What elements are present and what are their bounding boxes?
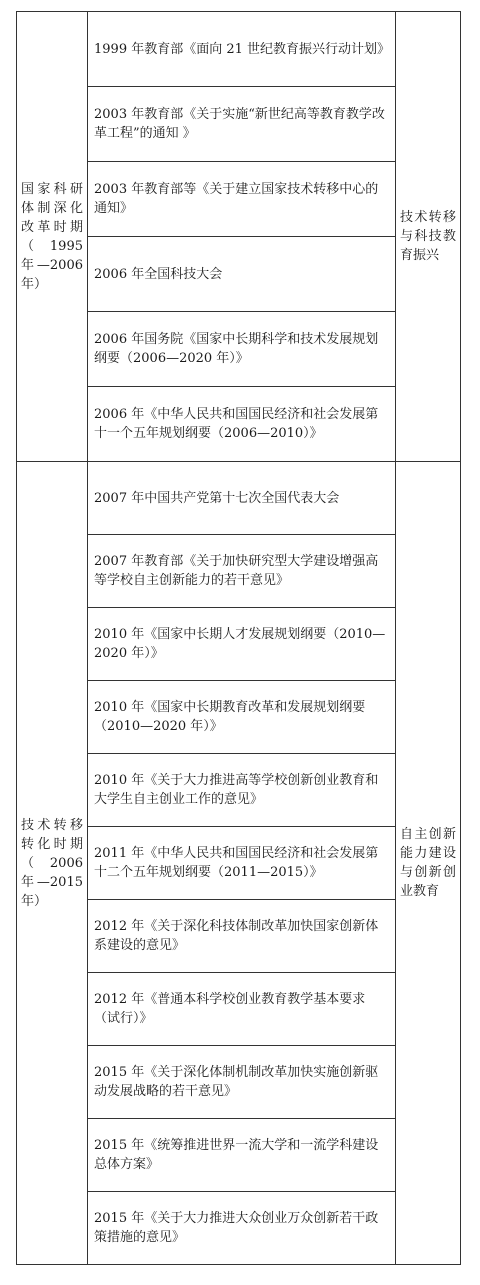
theme-cell: 自主创新能力建设与创新创业教育 — [396, 462, 461, 1265]
policy-cell: 2015 年《关于深化体制机制改革加快实施创新驱动发展战略的若干意见》 — [88, 1046, 396, 1119]
policy-cell: 1999 年教育部《面向 21 世纪教育振兴行动计划》 — [88, 12, 396, 87]
policy-table — [16, 11, 461, 1265]
policy-cell: 2006 年《中华人民共和国国民经济和社会发展第十一个五年规划纲要（2006—2010）》 — [88, 387, 396, 462]
policy-cell: 2003 年教育部等《关于建立国家技术转移中心的通知》 — [88, 162, 396, 237]
policy-cell: 2007 年教育部《关于加快研究型大学建设增强高等学校自主创新能力的若干意见》 — [88, 535, 396, 608]
table-row — [17, 12, 461, 87]
policy-cell: 2006 年国务院《国家中长期科学和技术发展规划纲要（2006—2020 年）》 — [88, 312, 396, 387]
policy-cell: 2006 年全国科技大会 — [88, 237, 396, 312]
theme-cell: 技术转移与科技教育振兴 — [396, 12, 461, 462]
table-row — [17, 462, 461, 535]
policy-cell: 2010 年《国家中长期人才发展规划纲要（2010—2020 年）》 — [88, 608, 396, 681]
policy-cell: 2010 年《国家中长期教育改革和发展规划纲要（2010—2020 年）》 — [88, 681, 396, 754]
policy-cell: 2015 年《统筹推进世界一流大学和一流学科建设总体方案》 — [88, 1119, 396, 1192]
period-cell: 国家科研体制深化改革时期（1995 年—2006 年） — [17, 12, 88, 462]
policy-cell: 2007 年中国共产党第十七次全国代表大会 — [88, 462, 396, 535]
policy-cell: 2011 年《中华人民共和国国民经济和社会发展第十二个五年规划纲要（2011—2015）》 — [88, 827, 396, 900]
policy-cell: 2012 年《关于深化科技体制改革加快国家创新体系建设的意见》 — [88, 900, 396, 973]
policy-cell: 2003 年教育部《关于实施“新世纪高等教育教学改革工程”的通知 》 — [88, 87, 396, 162]
policy-cell: 2010 年《关于大力推进高等学校创新创业教育和大学生自主创业工作的意见》 — [88, 754, 396, 827]
policy-cell: 2012 年《普通本科学校创业教育教学基本要求（试行）》 — [88, 973, 396, 1046]
period-cell: 技术转移转化时期（2006 年—2015 年） — [17, 462, 88, 1265]
policy-cell: 2015 年《关于大力推进大众创业万众创新若干政策措施的意见》 — [88, 1192, 396, 1265]
